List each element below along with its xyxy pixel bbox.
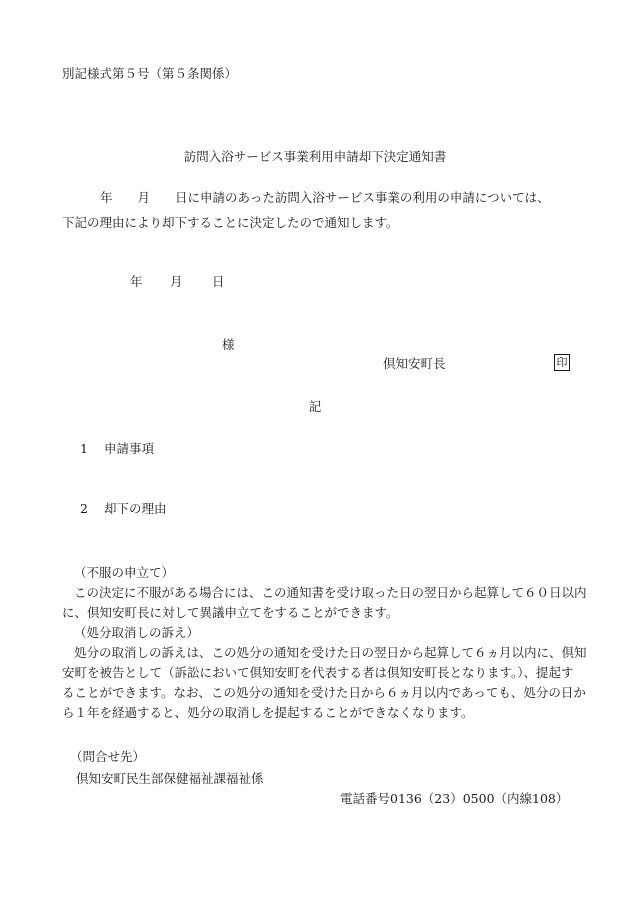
date-year: 年 (130, 274, 143, 289)
notice-section (62, 563, 587, 723)
objection-heading: （不服の申立て） (74, 565, 175, 580)
date-month: 月 (170, 274, 183, 289)
intro-line-1: 年 月 日に申請のあった訪問入浴サービス事業の利用の申請については、 (100, 190, 550, 205)
revocation-heading: （処分取消しの訴え） (74, 625, 200, 640)
revocation-line: 安町を被告として（訴訟において倶知安町を代表する者は倶知安町長となります。）、提起す (62, 665, 574, 680)
objection-line: に、倶知安町長に対して異議申立てをすることができます。 (62, 605, 399, 620)
revocation-line: 処分の取消しの訴えは、この処分の通知を受けた日の翌日から起算して６ヵ月以内に、倶知 (74, 645, 587, 660)
contact-department: 倶知安町民生部保健福祉課福祉係 (76, 771, 264, 786)
item-application (80, 441, 154, 456)
item-number: 2 (80, 501, 88, 516)
seal-mark: 印 (554, 354, 570, 371)
revocation-line: ることができます。なお、この処分の通知を受けた日から６ヵ月以内であっても、処分の日か (62, 685, 586, 700)
item-number: 1 (80, 441, 88, 456)
contact-section (62, 746, 264, 790)
item-reason (80, 501, 167, 516)
addressee-suffix: 様 (222, 337, 235, 352)
issue-date (130, 274, 225, 289)
issuer-name: 倶知安町長 (383, 356, 446, 371)
revocation-line: ら１年を経過すると、処分の取消しを提起することができなくなります。 (62, 705, 474, 720)
item-label: 却下の理由 (104, 501, 167, 516)
objection-line: この決定に不服がある場合には、この通知書を受け取った日の翌日から起算して６０日以内 (74, 585, 587, 600)
form-number: 別記様式第５号（第５条関係） (62, 66, 238, 81)
intro-line-2: 下記の理由により却下することに決定したので通知します。 (62, 215, 399, 230)
contact-heading: （問合せ先） (70, 749, 146, 764)
contact-phone: 電話番号0136（23）0500（内線108） (340, 791, 569, 806)
ki-heading: 記 (308, 399, 322, 414)
date-day: 日 (212, 274, 225, 289)
intro-paragraph (62, 190, 550, 240)
document-title: 訪問入浴サービス事業利用申請却下決定通知書 (183, 149, 447, 164)
item-label: 申請事項 (104, 441, 155, 456)
